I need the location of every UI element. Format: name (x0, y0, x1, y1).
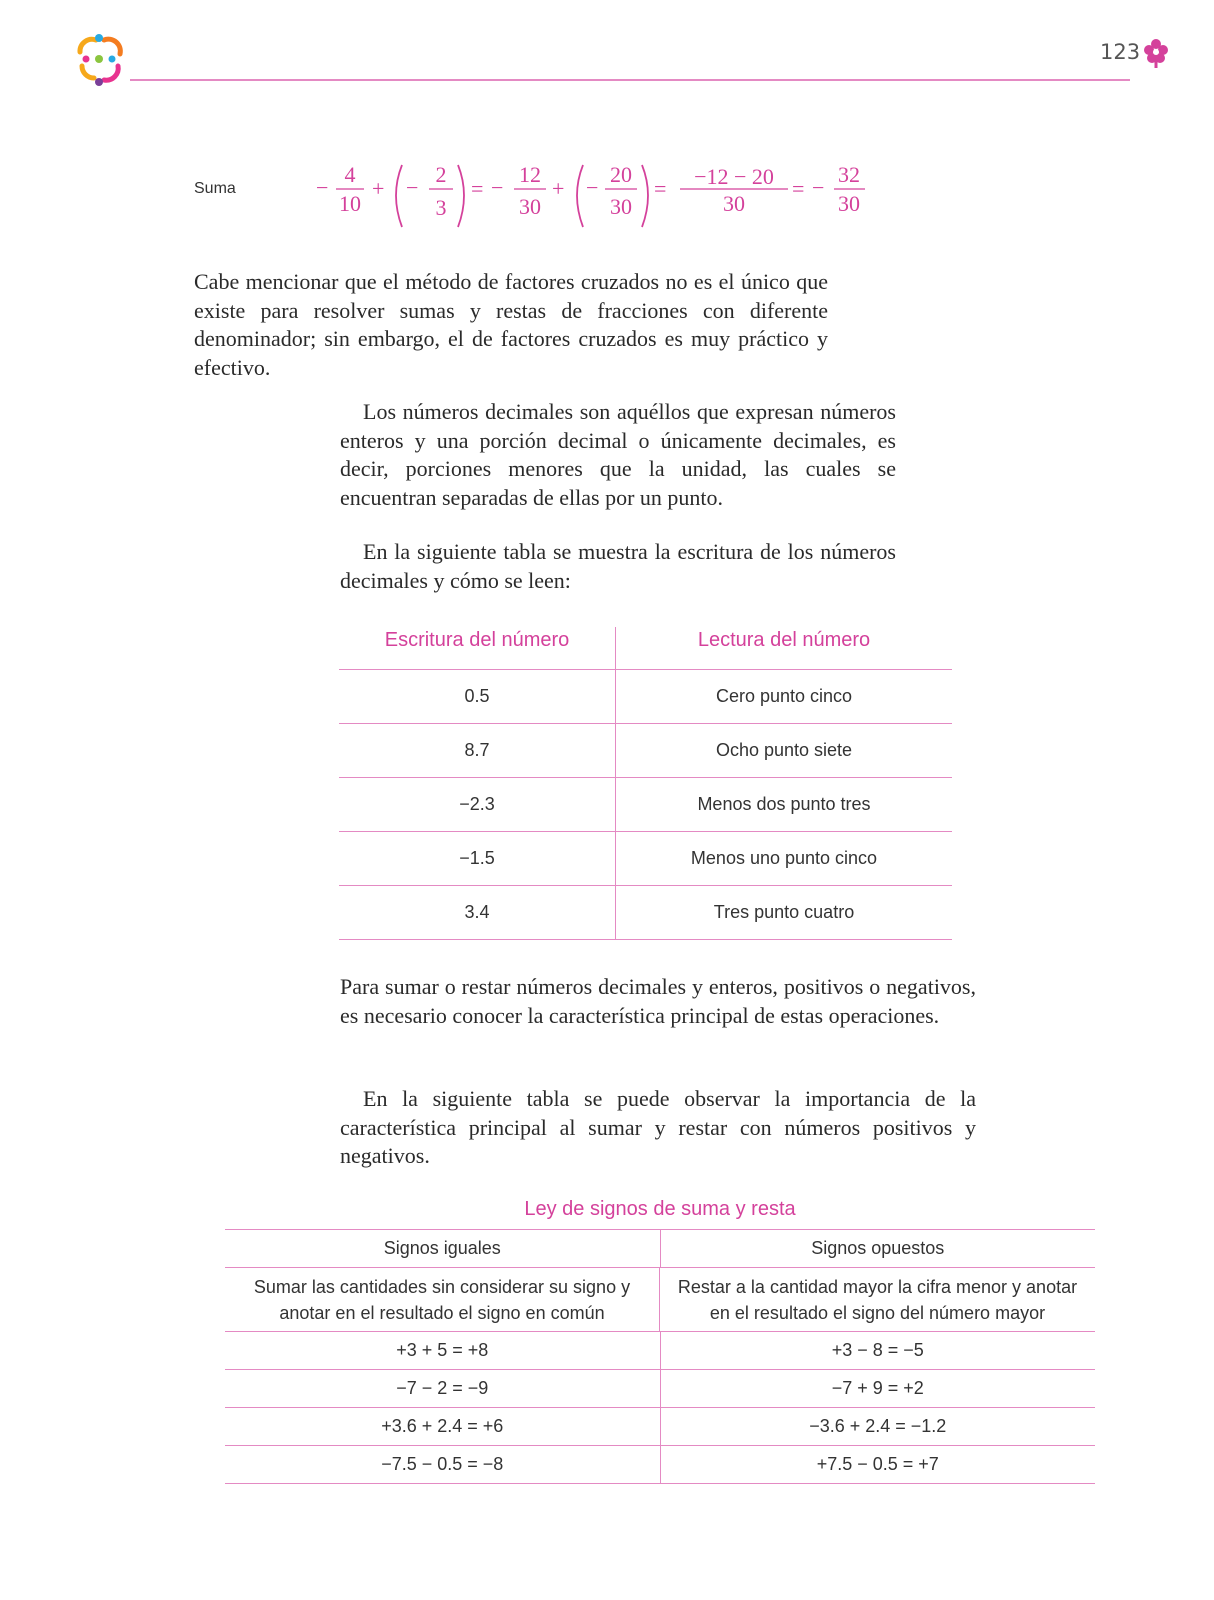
table-row (225, 1370, 1095, 1408)
header-signos-iguales: Signos iguales (225, 1230, 661, 1267)
cell-opuestos: +3 − 8 = −5 (831, 1340, 924, 1360)
t1-num: 4 (344, 162, 356, 187)
suma-label: Suma (194, 180, 236, 197)
table-row-description (225, 1268, 1095, 1332)
t2-den: 3 (435, 195, 447, 220)
cell-escritura: −2.3 (339, 778, 616, 831)
t2-num: 2 (435, 162, 447, 187)
table-row (339, 724, 952, 778)
cell-lectura: Cero punto cinco (715, 686, 853, 706)
page-number: 123 (1100, 40, 1141, 64)
plus-1: + (372, 176, 385, 201)
cell-lectura: Menos uno punto cinco (690, 848, 878, 868)
table-row (339, 670, 952, 724)
t3-den: 30 (519, 194, 541, 219)
table-row (225, 1332, 1095, 1370)
cell-opuestos: −3.6 + 2.4 = −1.2 (809, 1416, 947, 1436)
t4-den: 30 (610, 194, 632, 219)
t6-num: 32 (838, 162, 860, 187)
t6-minus: − (812, 175, 825, 200)
t4-num: 20 (610, 162, 632, 187)
sign-law-table-title: Ley de signos de suma y resta (524, 1198, 796, 1220)
cell-iguales: +3.6 + 2.4 = +6 (225, 1408, 661, 1445)
table-header (339, 627, 952, 670)
t3-num: 12 (519, 162, 541, 187)
header-escritura: Escritura del número (339, 627, 616, 669)
t5-den: 30 (723, 191, 745, 216)
t1-minus: − (316, 175, 329, 200)
cell-iguales: +3 + 5 = +8 (225, 1332, 661, 1369)
eq-1: = (471, 176, 484, 201)
cell-iguales: −7 − 2 = −9 (225, 1370, 661, 1407)
sign-law-table (225, 1229, 1095, 1484)
paragraph-numeros-decimales: Los números decimales son aquéllos que expresan números enteros y una porción decimal o únicamente decimales, es decir, porciones menores que la unidad, las cuales se encuentran separadas de ellas por un punto. (340, 399, 896, 510)
paragraph-factores-cruzados: Cabe mencionar que el método de factores cruzados no es el único que existe para resolver sumas y restas de fracciones con diferente denominador; sin embargo, el de factores cruzados es muy práctico y efectivo. (194, 269, 828, 380)
eq-2: = (654, 176, 667, 201)
t5-num: −12 − 20 (694, 164, 774, 189)
table-row (339, 886, 952, 940)
table-row (225, 1446, 1095, 1484)
desc-signos-opuestos: Restar a la cantidad mayor la cifra menor y anotar en el resultado el signo del número mayor (677, 1276, 1078, 1323)
t1-den: 10 (339, 191, 361, 216)
cell-opuestos: +7.5 − 0.5 = +7 (816, 1454, 939, 1474)
plus-2: + (552, 176, 565, 201)
paragraph-tabla-intro: En la siguiente tabla se muestra la escritura de los números decimales y cómo se leen: (340, 539, 896, 593)
cell-lectura: Menos dos punto tres (697, 794, 871, 814)
header-signos-opuestos: Signos opuestos (811, 1238, 945, 1258)
table-row (339, 832, 952, 886)
cell-escritura: 0.5 (339, 670, 616, 723)
paragraph-sumar-restar: Para sumar o restar números decimales y enteros, positivos o negativos, es necesario conocer la característica principal de estas operaciones. (340, 974, 976, 1028)
book-logo-icon (70, 30, 128, 88)
header-lectura: Lectura del número (697, 629, 871, 651)
cell-escritura: 8.7 (339, 724, 616, 777)
cell-escritura: 3.4 (339, 886, 616, 939)
decimal-reading-table (339, 627, 952, 940)
header-rule (130, 79, 1130, 81)
table-row (339, 778, 952, 832)
cell-iguales: −7.5 − 0.5 = −8 (225, 1446, 661, 1483)
table-row (225, 1408, 1095, 1446)
flower-ornament-icon (1142, 38, 1170, 68)
table-header (225, 1230, 1095, 1268)
cell-lectura: Tres punto cuatro (713, 902, 855, 922)
cell-escritura: −1.5 (339, 832, 616, 885)
cell-opuestos: −7 + 9 = +2 (831, 1378, 924, 1398)
t6-den: 30 (838, 191, 860, 216)
cell-lectura: Ocho punto siete (715, 740, 853, 760)
paragraph-importancia: En la siguiente tabla se puede observar la importancia de la característica principal al sumar y restar con números positivos y negativos. (340, 1086, 976, 1168)
desc-signos-iguales: Sumar las cantidades sin considerar su signo y anotar en el resultado el signo en común (225, 1268, 660, 1331)
suma-equation (316, 160, 896, 234)
t4-minus: − (586, 175, 599, 200)
eq-3: = (792, 176, 805, 201)
t2-minus: − (406, 175, 419, 200)
t3-minus: − (491, 175, 504, 200)
